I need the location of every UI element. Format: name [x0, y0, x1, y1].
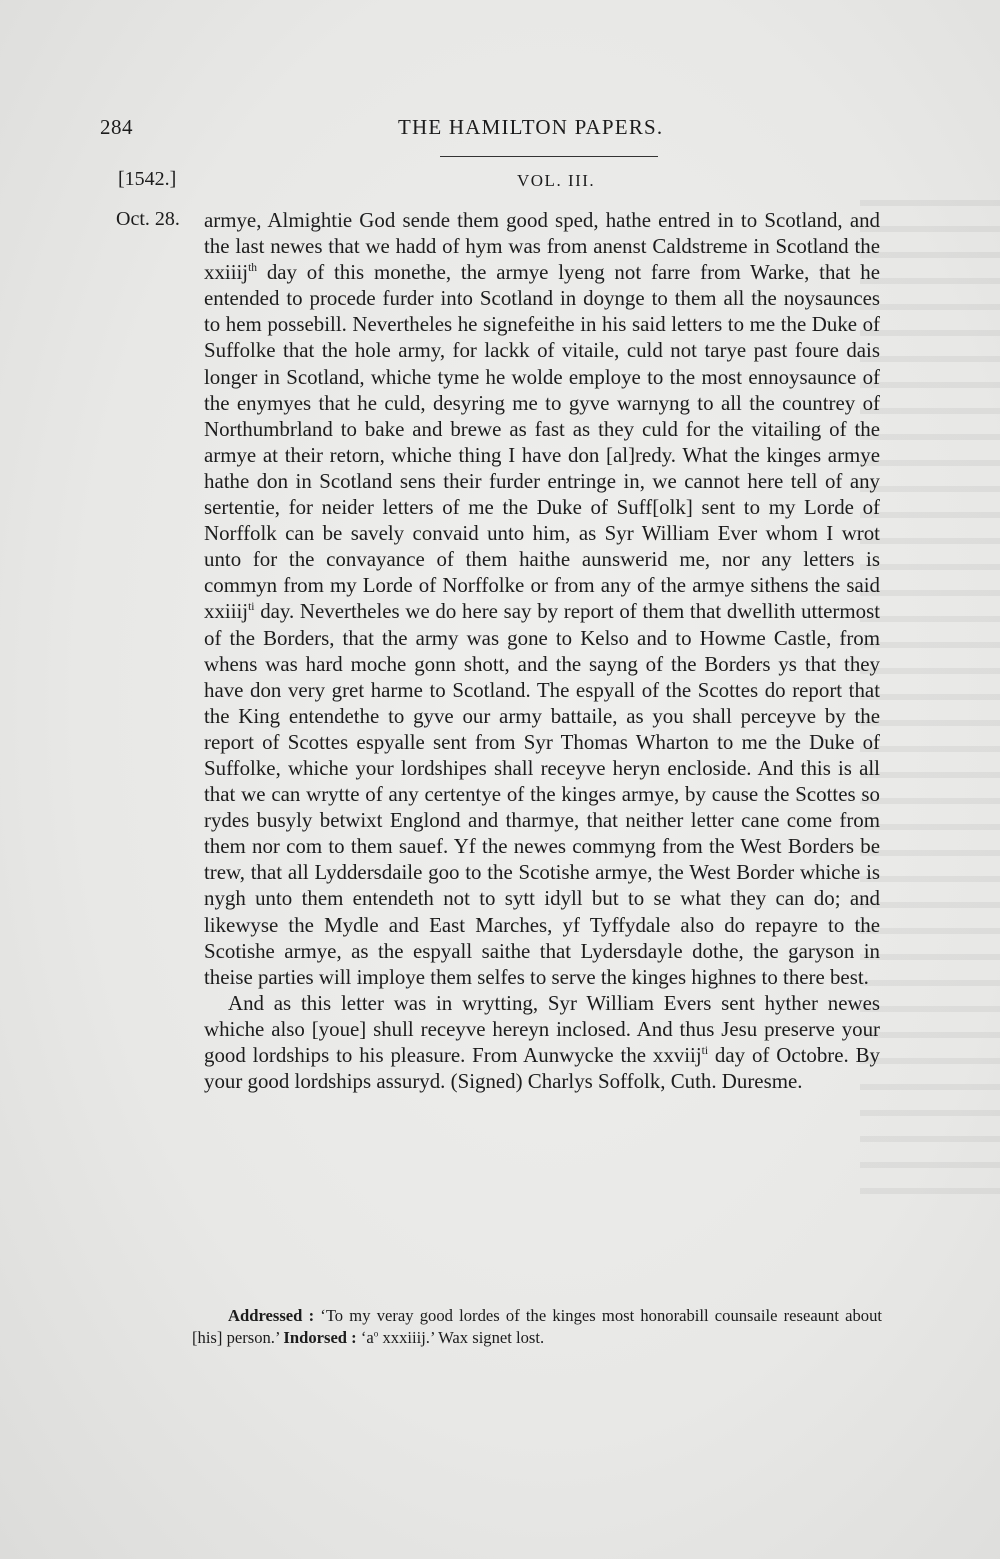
superscript: o	[373, 1328, 379, 1339]
page-number: 284	[100, 115, 133, 139]
indorsed-text-end: xxxiiij.’ Wax signet lost.	[378, 1327, 545, 1347]
text-run: And as this letter was in wrytting, Syr William Evers sent hyther newes whiche also [youe] shull receyve hereyn inclosed. And thus Jesu preserve your good lordships to his pleasure. From Aunwycke the xxviij	[204, 990, 880, 1067]
margin-date: Oct. 28.	[116, 208, 180, 230]
header-rule	[440, 156, 658, 157]
endorsement-paragraph	[192, 1305, 882, 1348]
indorsed-text: ‘a	[356, 1327, 374, 1347]
indorsed-label: Indorsed :	[283, 1327, 357, 1347]
letter-body	[204, 207, 880, 1094]
superscript: th	[248, 262, 258, 275]
volume-heading: VOL. III.	[517, 171, 596, 190]
body-paragraph	[204, 990, 880, 1094]
addressed-text: ‘To my veray good lordes of the kinges most honorabill counsaile reseaunt about [his] person.’	[192, 1306, 882, 1347]
year-heading: [1542.]	[118, 168, 177, 190]
endorsement-note	[192, 1305, 882, 1348]
text-run: armye, Almightie God sende them good sped, hathe entred in to Scotland, and the last newes that we hadd of hym was from anenst Caldstreme in Scotland the xxiiij	[204, 208, 880, 285]
text-run: day of Octobre. By your good lordships assuryd. (Signed) Charlys Soffolk, Cuth. Duresme.	[204, 1043, 880, 1094]
text-run: day. Nevertheles we do here say by report of them that dwellith uttermost of the Borders, that the army was gone to Kelso and to Howme Castle, from whens was hard moche gonn shott, and the sayng of the Borders ys that they have don very gret harme to Scotland. The espyall of the Scottes do report that the King entendethe to gyve our army battaile, as you shall perceyve by the report of Scottes espyalle sent from Syr Thomas Wharton to me the Duke of Suffolke, whiche your lordshipes shall receyve heryn encloside. And this is all that we can wrytte of any certentye of the kinges armye, by cause the Scottes so rydes busyly betwixt Englond and tharmye, that neither letter cane come from them nor com to them sauef. Yf the newes commyng from the West Borders be trew, that all Lyddersdaile goo to the Scotishe armye, the West Border whiche is nygh unto them entendeth not to sytt idyll but to se what they can do; and likewyse the Mydle and East Marches, yf Tyffydale also do repayre to the Scotishe armye, as the espyall saithe that Lydersdayle dothe, the garyson in theise parties will imploye them selfes to serve the kinges highnes to there best.	[204, 599, 880, 989]
bleed-through-shadow	[860, 200, 1000, 1200]
addressed-label: Addressed :	[228, 1306, 315, 1325]
superscript: ti	[248, 601, 255, 614]
superscript: ti	[701, 1044, 709, 1057]
running-title: THE HAMILTON PAPERS.	[398, 115, 664, 139]
body-paragraph	[204, 207, 880, 990]
text-run: day of this monethe, the armye lyeng not farre from Warke, that he entended to procede furder into Scotland in doynge to them all the noysaunces to hem possebill. Nevertheles he signefeithe in his said letters to me the Duke of Suffolke that the hole army, for lackk of vitaile, culd not tarye past foure dais longer in Scotland, whiche tyme he wolde employe to the most ennoysaunce of the enymyes that he culd, desyring me to gyve warnyng to all the countrey of Northumbrland to bake and brewe as fast as they culd for the vitailing of the armye at their retorn, whiche thing I have don [al]redy. What the kinges armye hathe don in Scotland sens their furder entringe in, we cannot here tell of any sertentie, for neider letters of me the Duke of Suff[olk] sent to my Lorde of Norffolk can be savely convaid unto him, as Syr William Ever whom I wrot unto for the convayance of them haithe aunswerid me, nor any letters is commyn from my Lorde of Norffolke or from any of the armye sithens the said xxiiij	[204, 260, 880, 624]
